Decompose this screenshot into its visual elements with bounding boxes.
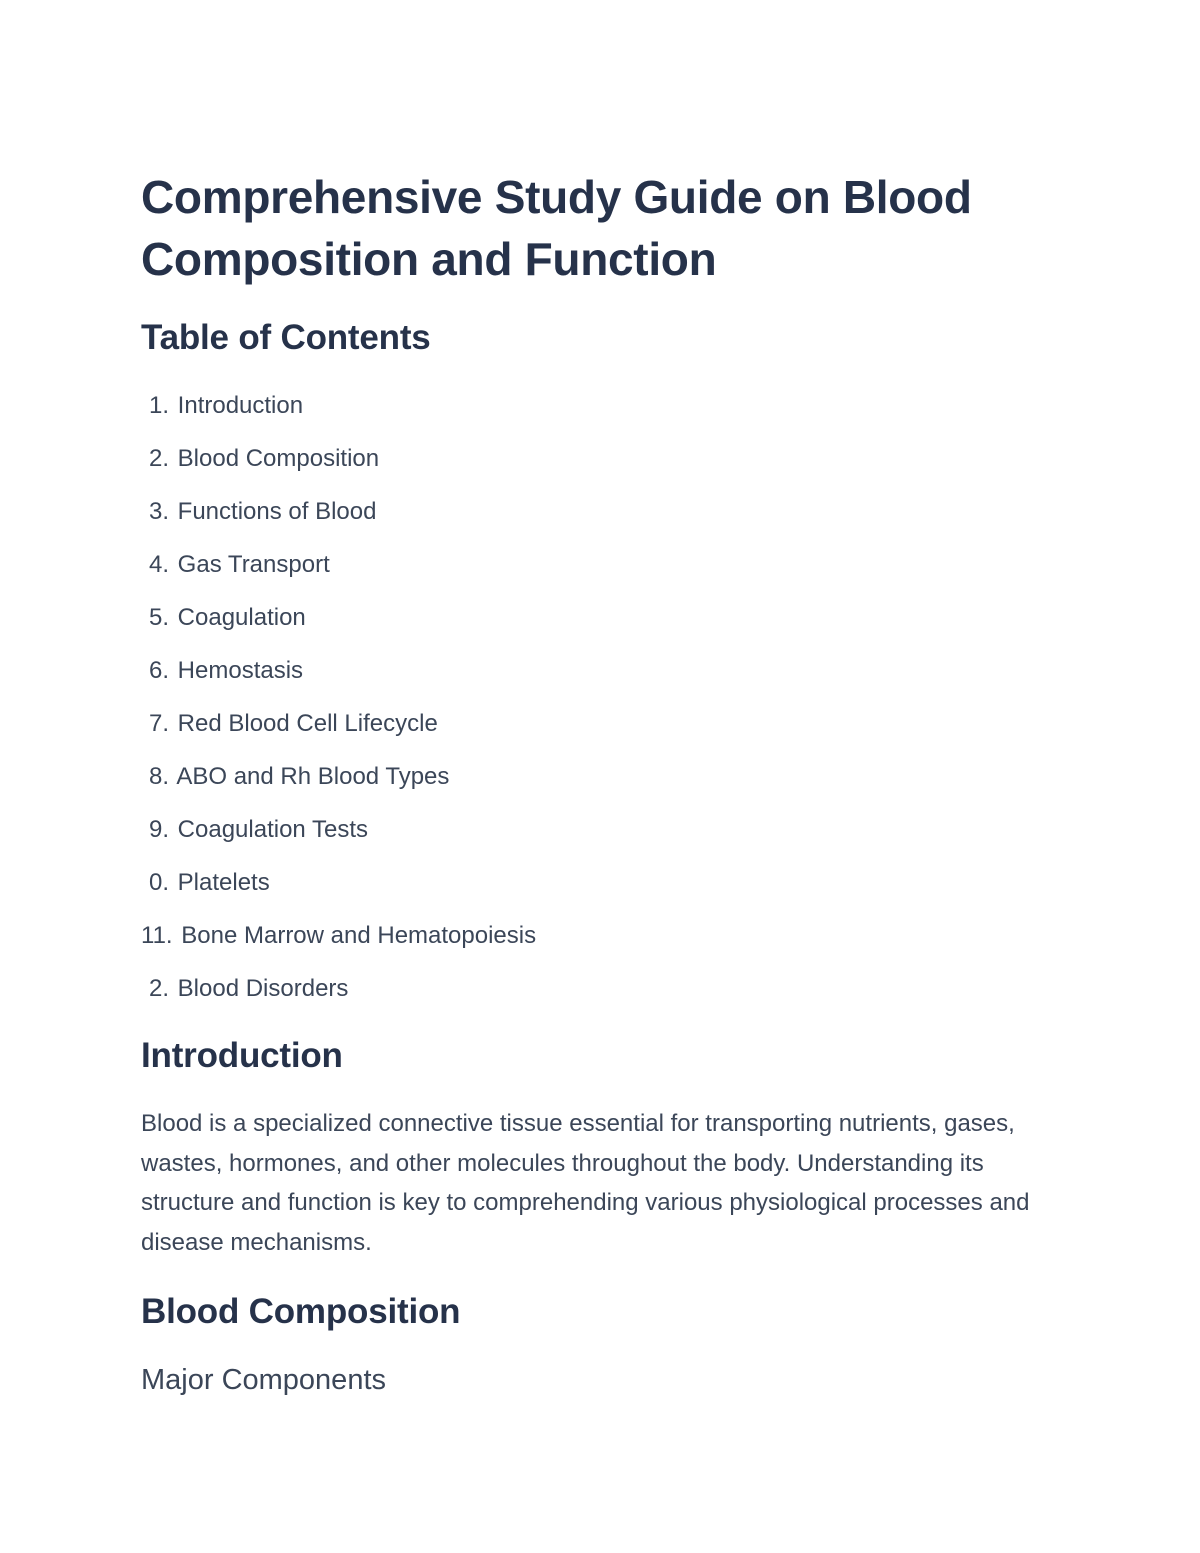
toc-item bbox=[141, 919, 536, 972]
toc-item-number: 4. bbox=[148, 551, 169, 578]
toc-item-label: Coagulation Tests bbox=[177, 816, 369, 843]
toc-item-number: 7. bbox=[148, 710, 169, 737]
toc-item-number: 0. bbox=[148, 869, 169, 896]
toc-item-number: 3. bbox=[148, 498, 169, 525]
toc-item bbox=[141, 654, 536, 707]
toc-item-number: 8. bbox=[148, 763, 169, 790]
toc-item-label: Blood Disorders bbox=[177, 975, 349, 1002]
toc-item-label: Gas Transport bbox=[177, 551, 330, 578]
toc-item-label: Bone Marrow and Hematopoiesis bbox=[181, 922, 537, 949]
toc-item-label: Red Blood Cell Lifecycle bbox=[177, 710, 438, 737]
document-title: Comprehensive Study Guide on Blood Composition and Function bbox=[141, 171, 972, 285]
blood-composition-heading: Blood Composition bbox=[141, 1292, 461, 1331]
toc-item bbox=[141, 866, 536, 919]
toc-item bbox=[141, 548, 536, 601]
toc-item-number: 2. bbox=[148, 445, 169, 472]
toc-item-label: ABO and Rh Blood Types bbox=[176, 763, 450, 790]
toc-item-number: 5. bbox=[148, 604, 169, 631]
toc-item-label: Blood Composition bbox=[177, 445, 380, 472]
toc-item bbox=[141, 760, 536, 813]
toc-item-number: 6. bbox=[148, 657, 169, 684]
major-components-subheading: Major Components bbox=[141, 1364, 386, 1396]
toc-item bbox=[141, 442, 536, 495]
introduction-heading: Introduction bbox=[141, 1036, 343, 1075]
toc-item bbox=[141, 495, 536, 548]
toc-item bbox=[141, 389, 536, 442]
introduction-paragraph: Blood is a specialized connective tissue essential for transporting nutrients, gases, wastes, hormones, and other molecules throughout the body. Understanding its structure and function is key to comprehending various physiological processes and disease mechanisms. bbox=[141, 1110, 1030, 1256]
toc-item-number: 2. bbox=[148, 975, 169, 1002]
table-of-contents bbox=[141, 389, 536, 1025]
toc-item-label: Platelets bbox=[177, 869, 270, 896]
toc-item-number: 9. bbox=[148, 816, 169, 843]
toc-item bbox=[141, 813, 536, 866]
toc-item-number: 1. bbox=[148, 392, 169, 419]
toc-item bbox=[141, 601, 536, 654]
toc-item-label: Hemostasis bbox=[177, 657, 304, 684]
toc-item bbox=[141, 972, 536, 1025]
toc-item-number: 11. bbox=[141, 922, 173, 949]
toc-item bbox=[141, 707, 536, 760]
toc-item-label: Introduction bbox=[177, 392, 304, 419]
toc-heading: Table of Contents bbox=[141, 318, 431, 357]
toc-item-label: Functions of Blood bbox=[177, 498, 377, 525]
toc-item-label: Coagulation bbox=[177, 604, 306, 631]
